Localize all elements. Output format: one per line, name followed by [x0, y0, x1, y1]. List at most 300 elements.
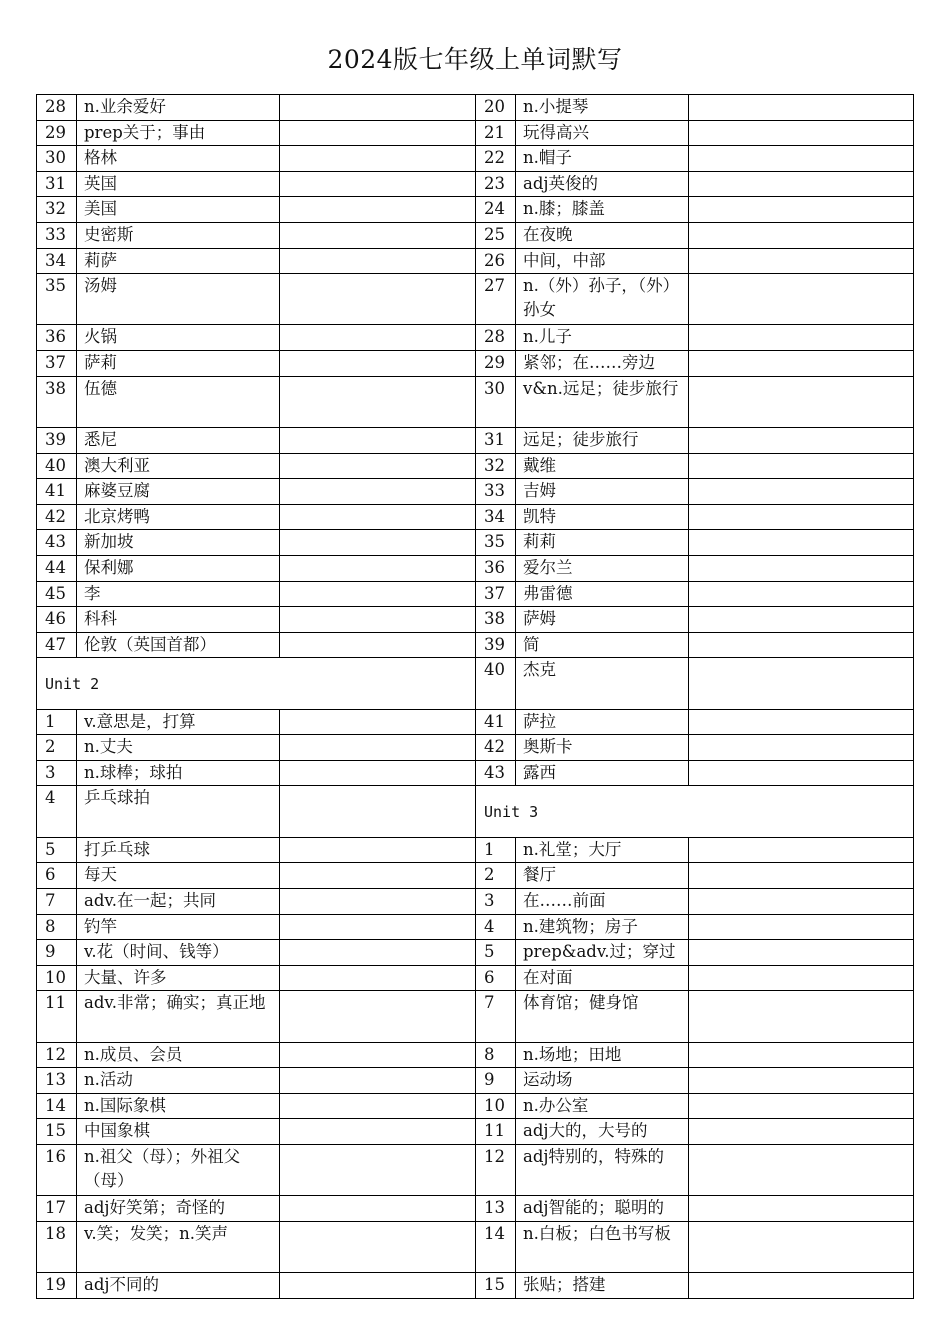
item-number: 37 — [476, 581, 516, 607]
item-number: 5 — [37, 837, 77, 863]
chinese-prompt: 吉姆 — [516, 479, 689, 505]
item-number: 41 — [476, 709, 516, 735]
vocab-row — [37, 95, 476, 121]
vocab-row — [37, 376, 476, 427]
answer-blank[interactable] — [689, 376, 914, 427]
answer-blank[interactable] — [280, 940, 476, 966]
vocab-row — [37, 1042, 476, 1068]
vocab-row — [37, 120, 476, 146]
vocab-row — [476, 530, 914, 556]
item-number: 30 — [476, 376, 516, 427]
unit-heading: Unit 3 — [476, 786, 914, 837]
chinese-prompt: n.成员、会员 — [77, 1042, 280, 1068]
chinese-prompt: prep&adv.过；穿过 — [516, 940, 689, 966]
answer-blank[interactable] — [689, 171, 914, 197]
item-number: 36 — [37, 325, 77, 351]
answer-blank[interactable] — [280, 760, 476, 786]
item-number: 8 — [476, 1042, 516, 1068]
right-vocab-table — [475, 94, 914, 1299]
item-number: 22 — [476, 146, 516, 172]
chinese-prompt: adj英俊的 — [516, 171, 689, 197]
vocab-row — [37, 1273, 476, 1299]
chinese-prompt: n.礼堂；大厅 — [516, 837, 689, 863]
answer-blank[interactable] — [280, 1221, 476, 1272]
vocab-row — [37, 991, 476, 1042]
answer-blank[interactable] — [280, 581, 476, 607]
item-number: 43 — [476, 760, 516, 786]
vocab-row — [37, 632, 476, 658]
item-number: 31 — [476, 427, 516, 453]
vocab-row — [476, 1042, 914, 1068]
item-number: 7 — [37, 888, 77, 914]
answer-blank[interactable] — [689, 837, 914, 863]
vocab-row — [37, 914, 476, 940]
answer-blank[interactable] — [689, 504, 914, 530]
chinese-prompt: v.花（时间、钱等） — [77, 940, 280, 966]
right-column — [475, 94, 913, 1298]
item-number: 33 — [476, 479, 516, 505]
item-number: 41 — [37, 479, 77, 505]
answer-blank[interactable] — [280, 453, 476, 479]
item-number: 14 — [476, 1221, 516, 1272]
answer-blank[interactable] — [280, 248, 476, 274]
item-number: 29 — [37, 120, 77, 146]
answer-blank[interactable] — [280, 1119, 476, 1145]
item-number: 39 — [37, 427, 77, 453]
answer-blank[interactable] — [689, 453, 914, 479]
answer-blank[interactable] — [689, 760, 914, 786]
chinese-prompt: adj特别的，特殊的 — [516, 1144, 689, 1195]
item-number: 38 — [476, 607, 516, 633]
item-number: 16 — [37, 1144, 77, 1195]
answer-blank[interactable] — [280, 325, 476, 351]
item-number: 36 — [476, 555, 516, 581]
chinese-prompt: adj好笑第；奇怪的 — [77, 1196, 280, 1222]
item-number: 11 — [37, 991, 77, 1042]
answer-blank[interactable] — [689, 120, 914, 146]
vocab-row — [476, 274, 914, 325]
item-number: 6 — [476, 965, 516, 991]
chinese-prompt: n.场地；田地 — [516, 1042, 689, 1068]
vocab-row — [37, 1093, 476, 1119]
page-title: 2024版七年级上单词默写 — [327, 45, 623, 74]
item-number: 18 — [37, 1221, 77, 1272]
vocab-row — [476, 1273, 914, 1299]
answer-blank[interactable] — [280, 376, 476, 427]
chinese-prompt: 北京烤鸭 — [77, 504, 280, 530]
chinese-prompt: n.膝；膝盖 — [516, 197, 689, 223]
item-number: 10 — [476, 1093, 516, 1119]
chinese-prompt: v.意思是，打算 — [77, 709, 280, 735]
item-number: 9 — [37, 940, 77, 966]
vocab-row — [37, 940, 476, 966]
chinese-prompt: 奥斯卡 — [516, 735, 689, 761]
vocab-row — [476, 658, 914, 709]
vocab-row — [37, 479, 476, 505]
answer-blank[interactable] — [689, 427, 914, 453]
vocab-row — [476, 325, 914, 351]
item-number: 15 — [476, 1273, 516, 1299]
chinese-prompt: 火锅 — [77, 325, 280, 351]
chinese-prompt: n.祖父（母）；外祖父（母） — [77, 1144, 280, 1195]
chinese-prompt: 在夜晚 — [516, 223, 689, 249]
chinese-prompt: 戴维 — [516, 453, 689, 479]
vocab-row — [476, 1196, 914, 1222]
answer-blank[interactable] — [280, 427, 476, 453]
chinese-prompt: 运动场 — [516, 1068, 689, 1094]
vocab-row — [37, 1068, 476, 1094]
answer-blank[interactable] — [689, 146, 914, 172]
item-number: 47 — [37, 632, 77, 658]
answer-blank[interactable] — [280, 274, 476, 325]
chinese-prompt: n.办公室 — [516, 1093, 689, 1119]
vocab-row — [476, 991, 914, 1042]
chinese-prompt: 萨姆 — [516, 607, 689, 633]
chinese-prompt: n.白板；白色书写板 — [516, 1221, 689, 1272]
chinese-prompt: 紧邻；在……旁边 — [516, 351, 689, 377]
unit-header-row — [37, 658, 476, 709]
vocab-row — [37, 146, 476, 172]
answer-blank[interactable] — [280, 479, 476, 505]
vocab-row — [476, 95, 914, 121]
item-number: 42 — [37, 504, 77, 530]
item-number: 40 — [37, 453, 77, 479]
vocab-row — [476, 581, 914, 607]
chinese-prompt: 在对面 — [516, 965, 689, 991]
answer-blank[interactable] — [689, 530, 914, 556]
answer-blank[interactable] — [280, 965, 476, 991]
vocab-row — [476, 146, 914, 172]
chinese-prompt: 英国 — [77, 171, 280, 197]
answer-blank[interactable] — [280, 146, 476, 172]
chinese-prompt: 中间，中部 — [516, 248, 689, 274]
chinese-prompt: 新加坡 — [77, 530, 280, 556]
vocab-row — [37, 223, 476, 249]
chinese-prompt: 每天 — [77, 863, 280, 889]
chinese-prompt: 弗雷德 — [516, 581, 689, 607]
item-number: 2 — [37, 735, 77, 761]
chinese-prompt: 爱尔兰 — [516, 555, 689, 581]
chinese-prompt: 保利娜 — [77, 555, 280, 581]
answer-blank[interactable] — [689, 632, 914, 658]
vocab-row — [37, 581, 476, 607]
item-number: 46 — [37, 607, 77, 633]
chinese-prompt: 萨拉 — [516, 709, 689, 735]
answer-blank[interactable] — [280, 1042, 476, 1068]
answer-blank[interactable] — [689, 197, 914, 223]
answer-blank[interactable] — [280, 504, 476, 530]
item-number: 25 — [476, 223, 516, 249]
answer-blank[interactable] — [280, 837, 476, 863]
chinese-prompt: prep关于；事由 — [77, 120, 280, 146]
vocab-row — [37, 427, 476, 453]
vocab-row — [476, 504, 914, 530]
vocab-row — [476, 1144, 914, 1195]
unit-heading: Unit 2 — [37, 658, 476, 709]
answer-blank[interactable] — [280, 709, 476, 735]
vocab-row — [476, 760, 914, 786]
chinese-prompt: 远足；徒步旅行 — [516, 427, 689, 453]
answer-blank[interactable] — [280, 1068, 476, 1094]
item-number: 28 — [37, 95, 77, 121]
vocab-row — [476, 709, 914, 735]
vocab-row — [476, 863, 914, 889]
answer-blank[interactable] — [689, 888, 914, 914]
item-number: 38 — [37, 376, 77, 427]
vocab-row — [37, 786, 476, 837]
chinese-prompt: 伦敦（英国首都） — [77, 632, 280, 658]
vocab-row — [476, 351, 914, 377]
vocab-row — [37, 1119, 476, 1145]
answer-blank[interactable] — [689, 351, 914, 377]
vocab-row — [476, 888, 914, 914]
item-number: 4 — [37, 786, 77, 837]
item-number: 20 — [476, 95, 516, 121]
chinese-prompt: 大量、许多 — [77, 965, 280, 991]
item-number: 27 — [476, 274, 516, 325]
item-number: 45 — [37, 581, 77, 607]
vocab-row — [37, 171, 476, 197]
chinese-prompt: n.（外）孙子，（外）孙女 — [516, 274, 689, 325]
answer-blank[interactable] — [689, 914, 914, 940]
answer-blank[interactable] — [689, 940, 914, 966]
item-number: 19 — [37, 1273, 77, 1299]
item-number: 24 — [476, 197, 516, 223]
left-vocab-table — [36, 94, 476, 1299]
answer-blank[interactable] — [689, 555, 914, 581]
vocab-row — [476, 735, 914, 761]
vocab-row — [37, 1144, 476, 1195]
item-number: 34 — [476, 504, 516, 530]
item-number: 31 — [37, 171, 77, 197]
chinese-prompt: 格林 — [77, 146, 280, 172]
chinese-prompt: 科科 — [77, 607, 280, 633]
answer-blank[interactable] — [689, 1093, 914, 1119]
answer-blank[interactable] — [280, 991, 476, 1042]
chinese-prompt: 中国象棋 — [77, 1119, 280, 1145]
item-number: 6 — [37, 863, 77, 889]
chinese-prompt: 麻婆豆腐 — [77, 479, 280, 505]
vocab-row — [476, 1068, 914, 1094]
chinese-prompt: adv.在一起；共同 — [77, 888, 280, 914]
answer-blank[interactable] — [280, 1144, 476, 1195]
vocab-row — [476, 940, 914, 966]
answer-blank[interactable] — [689, 325, 914, 351]
chinese-prompt: v.笑；发笑；n.笑声 — [77, 1221, 280, 1272]
answer-blank[interactable] — [689, 1273, 914, 1299]
item-number: 35 — [37, 274, 77, 325]
chinese-prompt: 伍德 — [77, 376, 280, 427]
answer-blank[interactable] — [280, 735, 476, 761]
answer-blank[interactable] — [689, 991, 914, 1042]
vocab-row — [476, 914, 914, 940]
chinese-prompt: n.球棒；球拍 — [77, 760, 280, 786]
vocab-row — [476, 453, 914, 479]
item-number: 26 — [476, 248, 516, 274]
vocab-row — [37, 248, 476, 274]
answer-blank[interactable] — [280, 120, 476, 146]
chinese-prompt: 杰克 — [516, 658, 689, 709]
chinese-prompt: 美国 — [77, 197, 280, 223]
vocab-sheet — [36, 94, 914, 1298]
item-number: 42 — [476, 735, 516, 761]
vocab-row — [37, 709, 476, 735]
answer-blank[interactable] — [689, 1221, 914, 1272]
answer-blank[interactable] — [689, 1196, 914, 1222]
item-number: 10 — [37, 965, 77, 991]
chinese-prompt: 乒乓球拍 — [77, 786, 280, 837]
vocab-row — [37, 1221, 476, 1272]
chinese-prompt: adj不同的 — [77, 1273, 280, 1299]
vocab-row — [37, 555, 476, 581]
vocab-row — [476, 1093, 914, 1119]
vocab-row — [476, 171, 914, 197]
vocab-row — [476, 248, 914, 274]
item-number: 29 — [476, 351, 516, 377]
answer-blank[interactable] — [689, 735, 914, 761]
answer-blank[interactable] — [280, 1093, 476, 1119]
answer-blank[interactable] — [689, 863, 914, 889]
item-number: 11 — [476, 1119, 516, 1145]
vocab-row — [476, 555, 914, 581]
item-number: 32 — [37, 197, 77, 223]
answer-blank[interactable] — [280, 607, 476, 633]
answer-blank[interactable] — [689, 479, 914, 505]
vocab-row — [476, 965, 914, 991]
chinese-prompt: 餐厅 — [516, 863, 689, 889]
vocab-row — [37, 888, 476, 914]
chinese-prompt: 凯特 — [516, 504, 689, 530]
item-number: 4 — [476, 914, 516, 940]
item-number: 12 — [37, 1042, 77, 1068]
item-number: 8 — [37, 914, 77, 940]
answer-blank[interactable] — [689, 658, 914, 709]
chinese-prompt: 张贴；搭建 — [516, 1273, 689, 1299]
answer-blank[interactable] — [280, 863, 476, 889]
item-number: 13 — [476, 1196, 516, 1222]
answer-blank[interactable] — [280, 351, 476, 377]
answer-blank[interactable] — [280, 555, 476, 581]
answer-blank[interactable] — [689, 709, 914, 735]
item-number: 14 — [37, 1093, 77, 1119]
vocab-row — [476, 427, 914, 453]
chinese-prompt: n.丈夫 — [77, 735, 280, 761]
chinese-prompt: 钓竿 — [77, 914, 280, 940]
answer-blank[interactable] — [280, 632, 476, 658]
vocab-row — [476, 607, 914, 633]
vocab-row — [476, 223, 914, 249]
vocab-row — [37, 760, 476, 786]
item-number: 5 — [476, 940, 516, 966]
vocab-row — [37, 351, 476, 377]
item-number: 23 — [476, 171, 516, 197]
answer-blank[interactable] — [280, 786, 476, 837]
chinese-prompt: adv.非常；确实；真正地 — [77, 991, 280, 1042]
item-number: 30 — [37, 146, 77, 172]
chinese-prompt: n.业余爱好 — [77, 95, 280, 121]
unit-header-row — [476, 786, 914, 837]
answer-blank[interactable] — [280, 530, 476, 556]
answer-blank[interactable] — [689, 581, 914, 607]
chinese-prompt: 玩得高兴 — [516, 120, 689, 146]
chinese-prompt: 澳大利亚 — [77, 453, 280, 479]
chinese-prompt: 露西 — [516, 760, 689, 786]
answer-blank[interactable] — [689, 1068, 914, 1094]
answer-blank[interactable] — [689, 95, 914, 121]
chinese-prompt: 莉萨 — [77, 248, 280, 274]
answer-blank[interactable] — [280, 223, 476, 249]
item-number: 7 — [476, 991, 516, 1042]
chinese-prompt: n.小提琴 — [516, 95, 689, 121]
item-number: 35 — [476, 530, 516, 556]
answer-blank[interactable] — [280, 171, 476, 197]
item-number: 9 — [476, 1068, 516, 1094]
vocab-row — [476, 120, 914, 146]
chinese-prompt: n.帽子 — [516, 146, 689, 172]
item-number: 1 — [476, 837, 516, 863]
chinese-prompt: n.活动 — [77, 1068, 280, 1094]
chinese-prompt: n.建筑物；房子 — [516, 914, 689, 940]
vocab-row — [476, 837, 914, 863]
chinese-prompt: v&n.远足；徒步旅行 — [516, 376, 689, 427]
chinese-prompt: n.国际象棋 — [77, 1093, 280, 1119]
answer-blank[interactable] — [280, 1196, 476, 1222]
item-number: 34 — [37, 248, 77, 274]
answer-blank[interactable] — [280, 95, 476, 121]
chinese-prompt: 悉尼 — [77, 427, 280, 453]
chinese-prompt: 萨莉 — [77, 351, 280, 377]
answer-blank[interactable] — [689, 274, 914, 325]
vocab-row — [37, 1196, 476, 1222]
item-number: 43 — [37, 530, 77, 556]
chinese-prompt: 史密斯 — [77, 223, 280, 249]
vocab-row — [37, 274, 476, 325]
item-number: 21 — [476, 120, 516, 146]
answer-blank[interactable] — [689, 1042, 914, 1068]
chinese-prompt: adj大的，大号的 — [516, 1119, 689, 1145]
item-number: 13 — [37, 1068, 77, 1094]
item-number: 12 — [476, 1144, 516, 1195]
vocab-row — [476, 197, 914, 223]
vocab-row — [476, 1221, 914, 1272]
answer-blank[interactable] — [689, 1144, 914, 1195]
vocab-row — [37, 325, 476, 351]
vocab-row — [37, 837, 476, 863]
chinese-prompt: 汤姆 — [77, 274, 280, 325]
answer-blank[interactable] — [689, 248, 914, 274]
answer-blank[interactable] — [689, 965, 914, 991]
vocab-row — [37, 735, 476, 761]
answer-blank[interactable] — [280, 197, 476, 223]
vocab-row — [476, 1119, 914, 1145]
answer-blank[interactable] — [689, 1119, 914, 1145]
answer-blank[interactable] — [689, 223, 914, 249]
item-number: 28 — [476, 325, 516, 351]
vocab-row — [37, 965, 476, 991]
item-number: 3 — [476, 888, 516, 914]
answer-blank[interactable] — [689, 607, 914, 633]
item-number: 44 — [37, 555, 77, 581]
answer-blank[interactable] — [280, 914, 476, 940]
item-number: 32 — [476, 453, 516, 479]
vocab-row — [37, 607, 476, 633]
answer-blank[interactable] — [280, 888, 476, 914]
vocab-row — [37, 197, 476, 223]
item-number: 40 — [476, 658, 516, 709]
left-column — [36, 94, 475, 1298]
answer-blank[interactable] — [280, 1273, 476, 1299]
item-number: 2 — [476, 863, 516, 889]
